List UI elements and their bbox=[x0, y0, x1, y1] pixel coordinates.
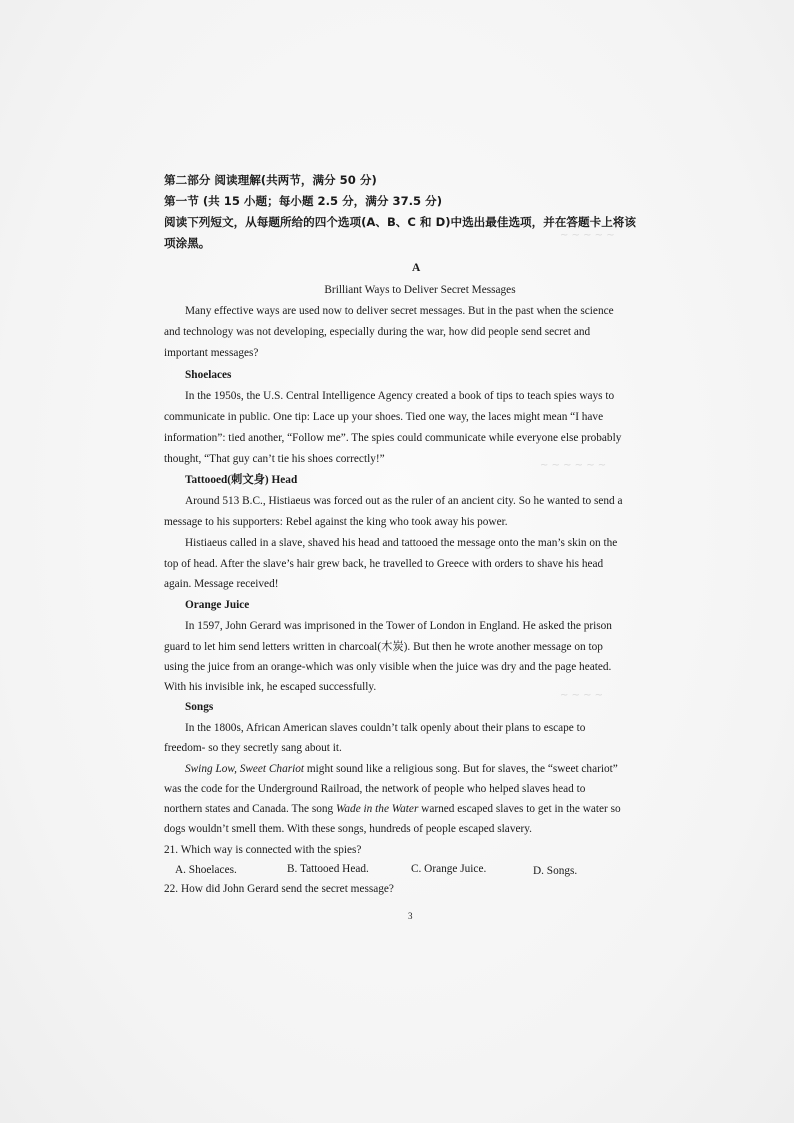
question-21-stem: 21. Which way is connected with the spies? bbox=[164, 844, 362, 856]
instruction-line-1: 阅读下列短文，从每题所给的四个选项(A、B、C 和 D)中选出最佳选项，并在答题卡上将该 bbox=[164, 215, 636, 229]
section-title: 第二部分 阅读理解(共两节，满分 50 分) bbox=[164, 173, 377, 187]
songs-line: In the 1800s, African American slaves couldn’t talk openly about their plans to escape to bbox=[185, 722, 586, 734]
passage-title: Brilliant Ways to Deliver Secret Messages bbox=[324, 284, 516, 296]
song-title-swing-low: Swing Low, Sweet Chariot bbox=[185, 763, 305, 775]
bleed-through-mark: ~ ~ ~ ~ ~ ~ bbox=[540, 460, 607, 471]
question-21-option-a: A. Shoelaces. bbox=[175, 864, 237, 876]
passage-letter: A bbox=[412, 262, 421, 274]
heading-orange-juice: Orange Juice bbox=[185, 599, 250, 611]
instruction-line-2: 项涂黑。 bbox=[164, 236, 211, 250]
heading-songs: Songs bbox=[185, 701, 214, 713]
songs-text: might sound like a religious song. But for slaves, the “sweet chariot” bbox=[304, 763, 618, 775]
songs-line-wade bbox=[164, 802, 621, 816]
shoelaces-line: thought, “That guy can’t tie his shoes correctly!” bbox=[164, 453, 385, 465]
bleed-through-mark: ~ ~ ~ ~ bbox=[560, 690, 604, 701]
tattooed-line: Around 513 B.C., Histiaeus was forced out as the ruler of an ancient city. So he wanted to send a bbox=[185, 495, 623, 507]
intro-line: and technology was not developing, especially during the war, how did people send secret and bbox=[164, 326, 591, 338]
songs-line: dogs wouldn’t smell them. With these songs, hundreds of people escaped slavery. bbox=[164, 823, 532, 835]
bleed-through-mark: ~ ~ ~ ~ ~ bbox=[560, 230, 615, 241]
songs-line: was the code for the Underground Railroad, the network of people who helped slaves head to bbox=[164, 783, 586, 795]
orange-line: With his invisible ink, he escaped successfully. bbox=[164, 681, 377, 693]
orange-line: In 1597, John Gerard was imprisoned in the Tower of London in England. He asked the prison bbox=[185, 620, 612, 632]
question-21-option-d: D. Songs. bbox=[533, 865, 578, 877]
page-number: 3 bbox=[408, 911, 413, 921]
songs-text: warned escaped slaves to get in the water so bbox=[418, 803, 621, 815]
question-21-option-b: B. Tattooed Head. bbox=[287, 863, 369, 875]
heading-shoelaces: Shoelaces bbox=[185, 369, 232, 381]
intro-line: important messages? bbox=[164, 347, 259, 359]
section-subtitle: 第一节 (共 15 小题；每小题 2.5 分，满分 37.5 分) bbox=[164, 194, 443, 208]
shoelaces-line: In the 1950s, the U.S. Central Intelligence Agency created a book of tips to teach spies ways to bbox=[185, 390, 615, 402]
orange-line: guard to let him send letters written in charcoal(木炭). But then he wrote another message on top bbox=[164, 641, 603, 653]
tattooed-line: top of head. After the slave’s hair grew back, he travelled to Greece with orders to shave his head bbox=[164, 558, 604, 570]
tattooed-line: again. Message received! bbox=[164, 578, 279, 590]
songs-text: northern states and Canada. The song bbox=[164, 803, 337, 815]
question-22-stem: 22. How did John Gerard send the secret message? bbox=[164, 883, 394, 895]
shoelaces-line: information”: tied another, “Follow me”. The spies could communicate while everyone else probably bbox=[164, 432, 622, 444]
shoelaces-line: communicate in public. One tip: Lace up your shoes. Tied one way, the laces might mean “I have bbox=[164, 411, 604, 423]
tattooed-line: Histiaeus called in a slave, shaved his head and tattooed the message onto the man’s skin on the bbox=[185, 537, 618, 549]
orange-line: using the juice from an orange-which was only visible when the juice was dry and the page heated. bbox=[164, 661, 612, 673]
intro-line: Many effective ways are used now to deliver secret messages. But in the past when the science bbox=[185, 305, 614, 317]
songs-line-chariot bbox=[185, 762, 618, 776]
songs-line: freedom- so they secretly sang about it. bbox=[164, 742, 342, 754]
question-21-option-c: C. Orange Juice. bbox=[411, 863, 487, 875]
song-title-wade-in-the-water: Wade in the Water bbox=[336, 803, 419, 815]
tattooed-line: message to his supporters: Rebel against the king who took away his power. bbox=[164, 516, 508, 528]
heading-tattooed-head: Tattooed(刺文身) Head bbox=[185, 474, 298, 486]
